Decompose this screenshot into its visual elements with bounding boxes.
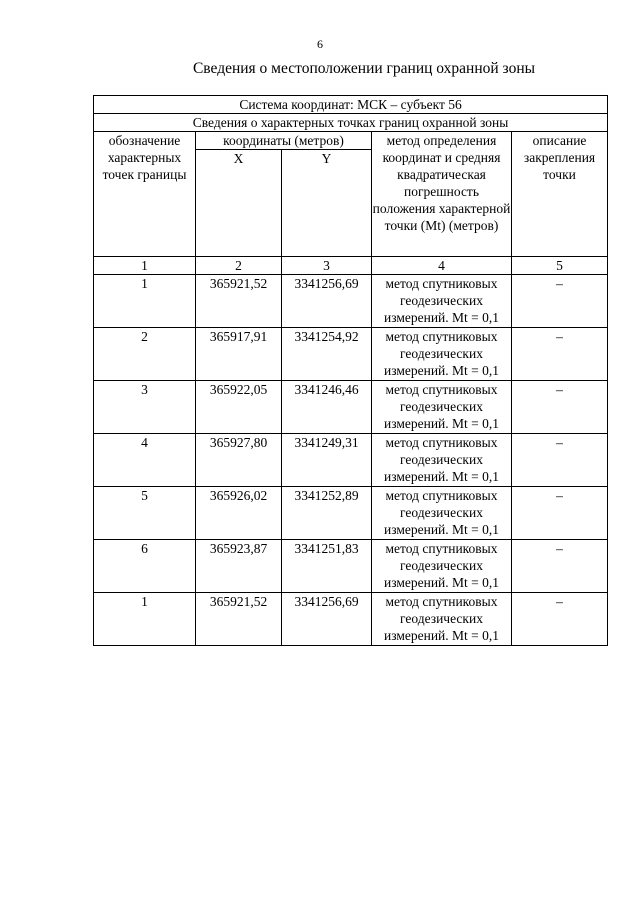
- table-row: [94, 381, 608, 434]
- coord-x: 365926,02: [196, 487, 282, 540]
- method-cell: метод спутниковых геодезических измерений. Mt = 0,1: [372, 434, 512, 487]
- coord-y: 3341254,92: [282, 328, 372, 381]
- method-cell: метод спутниковых геодезических измерений. Mt = 0,1: [372, 540, 512, 593]
- table-row: [94, 593, 608, 646]
- method-cell: метод спутниковых геодезических измерений. Mt = 0,1: [372, 275, 512, 328]
- page-number: 6: [317, 37, 323, 51]
- point-designation: 5: [94, 487, 196, 540]
- point-designation: 3: [94, 381, 196, 434]
- fixation-description: –: [512, 275, 608, 328]
- document-title: Сведения о местоположении границ охранной зоны: [192, 60, 536, 77]
- header-y: Y: [282, 150, 372, 257]
- table-row: [94, 275, 608, 328]
- table-row: [94, 434, 608, 487]
- coordinate-system-cell: Система координат: МСК – субъект 56: [94, 96, 608, 114]
- coord-x: 365921,52: [196, 593, 282, 646]
- coord-y: 3341246,46: [282, 381, 372, 434]
- column-number: 5: [512, 257, 608, 275]
- coord-y: 3341256,69: [282, 275, 372, 328]
- header-x: X: [196, 150, 282, 257]
- column-number: 2: [196, 257, 282, 275]
- coord-y: 3341249,31: [282, 434, 372, 487]
- method-cell: метод спутниковых геодезических измерений. Mt = 0,1: [372, 593, 512, 646]
- header-description: описание закрепления точки: [512, 132, 608, 257]
- point-designation: 1: [94, 275, 196, 328]
- header-method: метод определения координат и средняя квадратическая погрешность положения характерной точки (Mt) (метров): [372, 132, 512, 257]
- boundary-points-table: [93, 95, 608, 646]
- header-coordinates: координаты (метров): [196, 132, 372, 150]
- column-number: 4: [372, 257, 512, 275]
- system-row: [94, 96, 608, 114]
- header-row-1: [94, 132, 608, 150]
- point-designation: 4: [94, 434, 196, 487]
- coord-x: 365927,80: [196, 434, 282, 487]
- column-number: 1: [94, 257, 196, 275]
- coord-y: 3341256,69: [282, 593, 372, 646]
- section-title-cell: Сведения о характерных точках границ охранной зоны: [94, 114, 608, 132]
- fixation-description: –: [512, 540, 608, 593]
- method-cell: метод спутниковых геодезических измерений. Mt = 0,1: [372, 328, 512, 381]
- fixation-description: –: [512, 434, 608, 487]
- point-designation: 6: [94, 540, 196, 593]
- fixation-description: –: [512, 328, 608, 381]
- fixation-description: –: [512, 487, 608, 540]
- method-cell: метод спутниковых геодезических измерений. Mt = 0,1: [372, 381, 512, 434]
- coord-y: 3341252,89: [282, 487, 372, 540]
- table-row: [94, 487, 608, 540]
- column-number-row: [94, 257, 608, 275]
- column-number: 3: [282, 257, 372, 275]
- coord-x: 365922,05: [196, 381, 282, 434]
- table-row: [94, 540, 608, 593]
- coord-y: 3341251,83: [282, 540, 372, 593]
- header-designation: обозначение характерных точек границы: [94, 132, 196, 257]
- coord-x: 365921,52: [196, 275, 282, 328]
- coord-x: 365923,87: [196, 540, 282, 593]
- table-row: [94, 328, 608, 381]
- point-designation: 1: [94, 593, 196, 646]
- fixation-description: –: [512, 381, 608, 434]
- point-designation: 2: [94, 328, 196, 381]
- coord-x: 365917,91: [196, 328, 282, 381]
- section-row: [94, 114, 608, 132]
- fixation-description: –: [512, 593, 608, 646]
- method-cell: метод спутниковых геодезических измерений. Mt = 0,1: [372, 487, 512, 540]
